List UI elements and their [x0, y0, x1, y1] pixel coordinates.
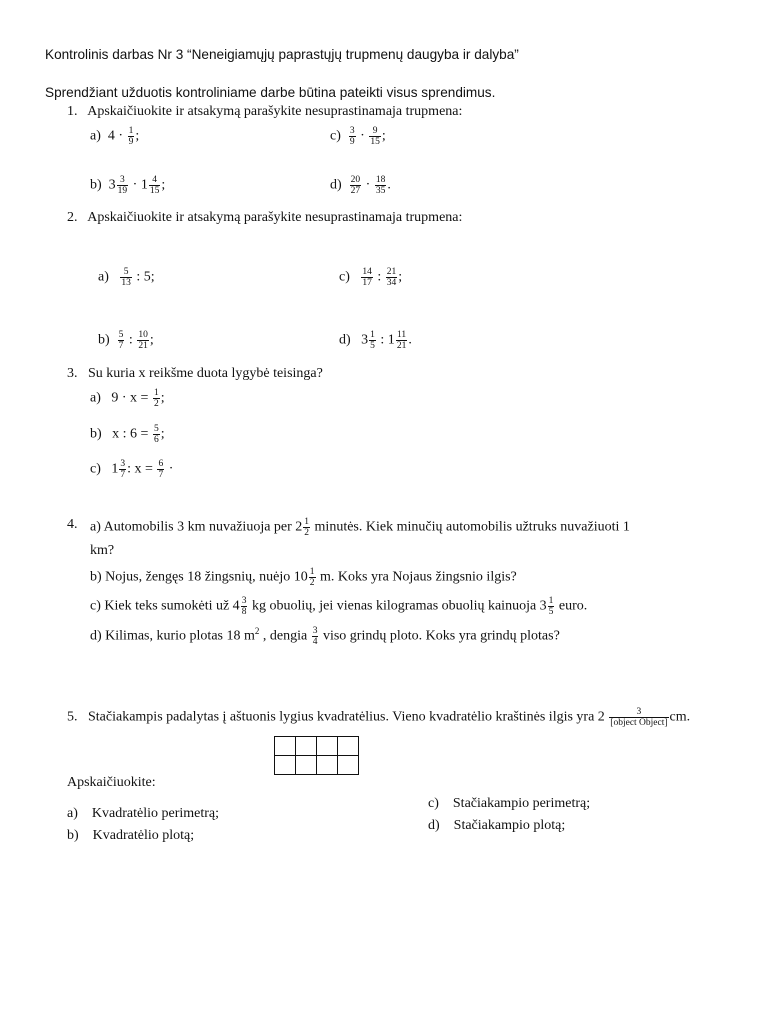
whole-number: 1: [140, 177, 148, 193]
fraction: $\frac{5}{7}$: [118, 330, 124, 351]
q5-item-d: d) Stačiakampio plotą;: [428, 818, 566, 833]
item-label: b): [98, 332, 110, 348]
q2-item-a: a) $\frac{5}{13}$ : 5;: [98, 267, 155, 288]
item-label: a): [67, 806, 78, 821]
q5-item-c: c) Stačiakampio perimetrą;: [428, 796, 591, 811]
grid-square: [338, 756, 359, 775]
operator: :: [377, 269, 382, 285]
q3-heading: [67, 366, 323, 382]
grid-square: [317, 756, 338, 775]
grid-square: [317, 737, 338, 756]
item-label: c): [339, 269, 350, 285]
fraction: $\frac{1}{5}$: [548, 596, 554, 617]
rectangle-grid: [274, 736, 359, 775]
fraction: $\frac{1}{2}$: [153, 388, 159, 409]
operator: ·: [365, 177, 371, 193]
fraction: $\frac{3}{19}$: [117, 175, 128, 196]
q4-item-a: a) Automobilis 3 km nuvažiuoja per 2 $\frac{1}{2}$ minutės. Kiek minučių automobilis užtruks nuvažiuoti 1: [90, 517, 630, 538]
q5-calc-label: Apskaičiuokite:: [67, 775, 156, 790]
operator: ·: [132, 177, 138, 193]
fraction: $\frac{3}{9}$: [349, 126, 355, 147]
item-label: b): [67, 828, 79, 843]
q3-item-c: c) 1 $\frac{3}{7}$ : x = $\frac{6}{7}$ ·: [90, 459, 174, 480]
q4-number: 4.: [67, 517, 78, 532]
item-label: b): [90, 177, 102, 193]
fraction: $\frac{5}{6}$: [153, 424, 159, 445]
fraction: $\frac{3}{\text{[object Object]}}$: [610, 707, 668, 728]
q4-item-c: c) Kiek teks sumokėti už 4 $\frac{3}{8}$ kg obuolių, jei vienas kilogramas obuolių kainuoja 3 $\frac{1}{5}$ euro.: [90, 596, 588, 617]
grid-square: [296, 756, 317, 775]
q2-item-b: b) $\frac{5}{7}$ : $\frac{10}{21}$ ;: [98, 330, 154, 351]
grid-square: [338, 737, 359, 756]
fraction: $\frac{10}{21}$: [138, 330, 148, 351]
fraction: $\frac{4}{15}$: [149, 175, 160, 196]
item-label: d): [428, 818, 440, 833]
q1-number: 1.: [67, 104, 78, 119]
grid-square: [296, 737, 317, 756]
q1-item-b: b) 3 $\frac{3}{19}$ · 1 $\frac{4}{15}$ ;: [90, 175, 166, 196]
item-label: a): [90, 390, 101, 406]
item-label: d): [339, 332, 351, 348]
operator: :: [128, 332, 133, 348]
q1-item-d: d) $\frac{20}{27}$ · $\frac{18}{35}$ .: [330, 175, 391, 196]
fraction: $\frac{1}{2}$: [309, 567, 315, 588]
q2-heading: [67, 210, 462, 226]
operator: : 1: [380, 332, 395, 348]
q3-text: Su kuria x reikšme duota lygybė teisinga?: [88, 366, 323, 381]
q1-text: Apskaičiuokite ir atsakymą parašykite nesuprastinamaja trupmena:: [87, 104, 463, 119]
q4-item-d: d) Kilimas, kurio plotas 18 $m^2$ , dengia $\frac{3}{4}$ viso grindų ploto. Koks yra grindų plotas?: [90, 626, 560, 647]
q5-item-a: a) Kvadratėlio perimetrą;: [67, 806, 219, 821]
q2-item-d: d) 3 $\frac{1}{5}$ : 1 $\frac{11}{21}$ .: [339, 330, 412, 351]
fraction: $\frac{1}{9}$: [128, 126, 134, 147]
q4-item-a-continued: km?: [90, 543, 115, 558]
fraction: $\frac{14}{17}$: [362, 267, 372, 288]
fraction: $\frac{6}{7}$: [158, 459, 164, 480]
fraction: $\frac{20}{27}$: [350, 175, 361, 196]
fraction: $\frac{9}{15}$: [370, 126, 380, 147]
q4-item-b: b) Nojus, žengęs 18 žingsnių, nuėjo 10 $\frac{1}{2}$ m. Koks yra Nojaus žingsnio ilgis?: [90, 567, 517, 588]
q3-number: 3.: [67, 366, 78, 381]
fraction: $\frac{3}{8}$: [241, 596, 247, 617]
q2-text: Apskaičiuokite ir atsakymą parašykite nesuprastinamaja trupmena:: [87, 210, 463, 225]
q5-item-b: b) Kvadratėlio plotą;: [67, 828, 195, 843]
item-label: c): [330, 128, 341, 144]
q5-heading: 5. Stačiakampis padalytas į aštuonis lygius kvadratėlius. Vieno kvadratėlio kraštinės ilgis yra 2 $\frac{3}{\text{[object Object]}}$ cm.: [67, 707, 691, 728]
item-label: c): [428, 796, 439, 811]
whole-number: 4: [107, 128, 115, 144]
q3-item-b: b) x : 6 = $\frac{5}{6}$ ;: [90, 424, 165, 445]
intro-text: Sprendžiant užduotis kontroliniame darbe būtina pateikti visus sprendimus.: [45, 85, 496, 100]
fraction: $\frac{1}{5}$: [370, 330, 375, 351]
q2-number: 2.: [67, 210, 78, 225]
item-label: a): [98, 269, 109, 285]
grid-square: [275, 756, 296, 775]
fraction: $\frac{21}{34}$: [386, 267, 397, 288]
whole-number: 3: [108, 177, 116, 193]
q1-item-a: a) 4 · $\frac{1}{9}$ ;: [90, 126, 140, 147]
q3-item-a: a) 9 · x = $\frac{1}{2}$ ;: [90, 388, 165, 409]
fraction: $\frac{11}{21}$: [396, 330, 407, 351]
grid-square: [275, 737, 296, 756]
q5-number: 5.: [67, 709, 78, 725]
fraction: $\frac{3}{7}$: [120, 459, 126, 480]
page-title: Kontrolinis darbas Nr 3 “Neneigiamųjų paprastųjų trupmenų daugyba ir dalyba”: [45, 47, 519, 62]
fraction: $\frac{5}{13}$: [121, 267, 131, 288]
item-label: d): [330, 177, 342, 193]
whole-number: 3: [361, 332, 369, 348]
q2-item-c: c) $\frac{14}{17}$ : $\frac{21}{34}$ ;: [339, 267, 403, 288]
fraction: $\frac{1}{2}$: [304, 517, 310, 538]
item-label: b): [90, 426, 102, 442]
fraction: $\frac{3}{4}$: [312, 626, 318, 647]
q1-heading: [67, 104, 462, 120]
item-label: c): [90, 461, 101, 477]
item-label: a): [90, 128, 101, 144]
q1-item-c: c) $\frac{3}{9}$ · $\frac{9}{15}$ ;: [330, 126, 386, 147]
fraction: $\frac{18}{35}$: [375, 175, 386, 196]
operator: ·: [360, 128, 365, 144]
operator: ·: [118, 128, 124, 144]
whole-number: 1: [111, 461, 119, 477]
